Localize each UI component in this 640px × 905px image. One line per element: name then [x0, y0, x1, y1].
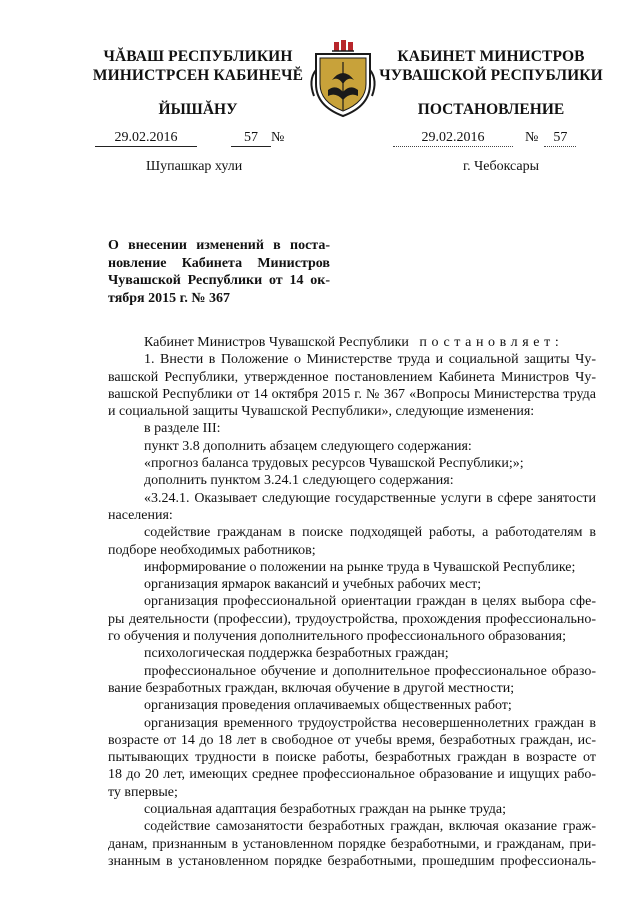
body-line: «3.24.1. Оказывает следующие государственные услуги в сфере занятости	[144, 490, 596, 506]
title-line: новление Кабинета Министров	[108, 255, 330, 271]
title-line: О внесении изменений в поста-	[108, 238, 330, 253]
body-line: в разделе III:	[144, 421, 221, 437]
body-line: возрасте от 14 до 18 лет в свободное от учебы время, безработных граждан, ис-	[108, 732, 596, 748]
body-line: организация проведения оплачиваемых общественных работ;	[144, 698, 512, 714]
body-line: и социальной защиты Чувашской Республики», следующие изменения:	[108, 404, 535, 420]
chuvash-emblem-icon	[306, 40, 380, 118]
body-line: подборе необходимых работников;	[108, 542, 316, 558]
registration-number-right: 57	[544, 130, 576, 147]
body-line: организация временного трудоустройства несовершеннолетних граждан в	[144, 715, 596, 731]
body-line: информирование о положении на рынке труда в Чувашской Республике;	[144, 559, 576, 575]
header-right-line: ЧУВАШСКОЙ РЕСПУБЛИКИ	[379, 67, 603, 84]
body-line: вание безработных граждан, включая обучение в другой местности;	[108, 680, 515, 696]
registration-right	[393, 129, 576, 147]
header-right-line: КАБИНЕТ МИНИСТРОВ	[397, 48, 585, 65]
body-line: ту впервые;	[108, 784, 178, 800]
header-left-doc-type: ЙЫШĂНУ	[158, 101, 238, 118]
title-line: Чувашской Республики от 14 ок-	[108, 273, 330, 288]
body-line: организация ярмарок вакансий и учебных рабочих мест;	[144, 577, 482, 593]
body-line: организация профессиональной ориентации граждан в целях выбора сфе-	[144, 594, 596, 610]
body-line: вашской Республики, утвержденное постановлением Кабинета Министров Чу-	[108, 369, 596, 385]
registration-date-right: 29.02.2016	[393, 130, 513, 147]
body-line: психологическая поддержка безработных граждан;	[144, 646, 449, 662]
body-line: ры деятельности (профессии), трудоустройства, прохождения профессионально-	[108, 611, 596, 627]
header-left-line: МИНИСТРСЕН КАБИНЕЧĔ	[92, 67, 304, 84]
body-line: профессиональное обучение и дополнительное профессиональное образо-	[144, 663, 596, 679]
body-line: знанным в установленном порядке безработными, прошедшим профессиональ-	[108, 853, 596, 869]
body-line: «прогноз баланса трудовых ресурсов Чувашской Республики;»;	[144, 456, 524, 472]
header-left-line: ЧĂВАШ РЕСПУБЛИКИН	[103, 48, 293, 65]
registration-date-left: 29.02.2016	[95, 130, 197, 147]
body-line: населения:	[108, 507, 173, 523]
number-sign: №	[271, 130, 285, 145]
body-line: данам, признанным в установленном порядке безработными, и гражданам, при-	[108, 836, 596, 852]
number-sign: №	[525, 130, 539, 145]
body-line: содействие самозанятости безработных граждан, включая оказание граж-	[144, 819, 596, 835]
body-line: го обучения и получения дополнительного профессионального образования;	[108, 629, 566, 645]
header-right-doc-type: ПОСТАНОВЛЕНИЕ	[417, 101, 565, 118]
document-title	[108, 237, 330, 307]
body-line: содействие гражданам в поиске подходящей работы, а работодателям в	[144, 525, 596, 541]
body-line: вашской Республики от 14 октября 2015 г. № 367 «Вопросы Министерства труда	[108, 386, 596, 402]
header-left	[88, 47, 308, 85]
header-right	[372, 47, 610, 85]
registration-number-left: 57	[231, 130, 271, 147]
body-first-line-prefix: Кабинет Министров Чувашской Республики	[144, 335, 409, 350]
body-line: 18 до 20 лет, имеющих среднее профессиональное образование и ищущих рабо-	[108, 767, 596, 783]
body-line: дополнить пунктом 3.24.1 следующего содержания:	[144, 473, 454, 489]
body-line: 1. Внести в Положение о Министерстве труда и социальной защиты Чу-	[144, 352, 596, 368]
document-body	[108, 334, 596, 870]
place-left: Шупашкар хули	[146, 159, 243, 174]
body-decree-word: постановляет:	[419, 335, 564, 350]
body-line: пытывающих трудности в поиске работы, безработных граждан в возрасте от	[108, 750, 596, 766]
title-line: тября 2015 г. № 367	[108, 290, 230, 306]
registration-left	[95, 129, 284, 147]
body-line: социальная адаптация безработных граждан на рынке труда;	[144, 802, 507, 818]
place-right: г. Чебоксары	[463, 159, 540, 174]
body-line	[108, 334, 596, 351]
body-line: пункт 3.8 дополнить абзацем следующего содержания:	[144, 438, 472, 454]
